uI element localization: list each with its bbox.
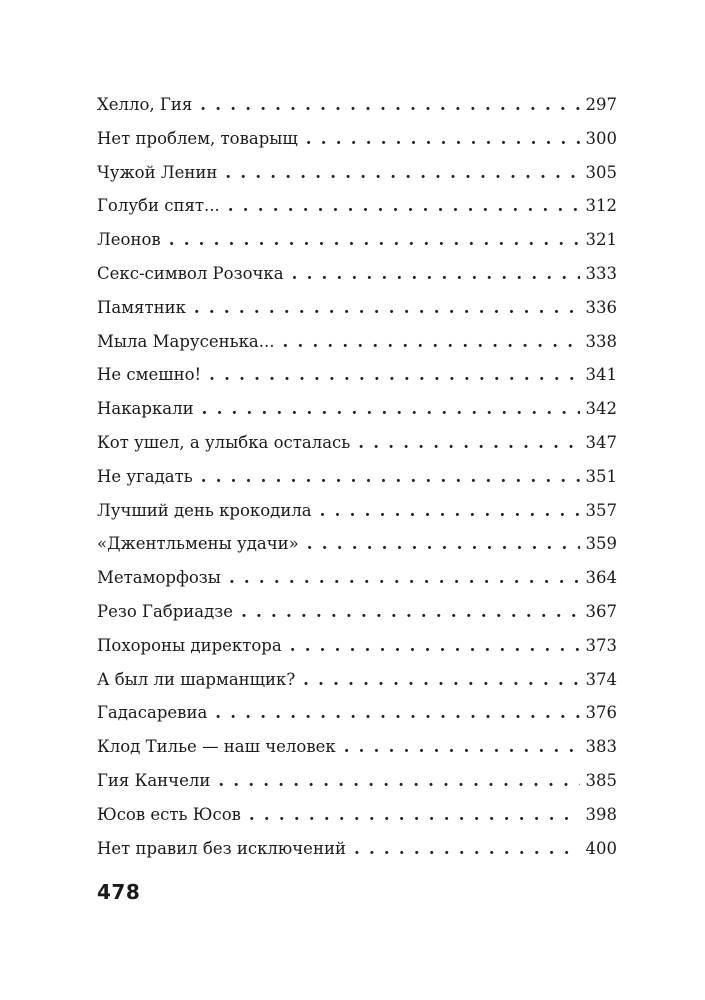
dot-leader	[218, 764, 579, 798]
dot-leader	[201, 460, 580, 494]
toc-entry-page: 373	[585, 635, 617, 655]
toc-entry	[97, 257, 617, 291]
dot-leader	[202, 392, 580, 426]
toc-entry-page: 305	[585, 162, 617, 182]
toc-entry-title: Резо Габриадзе	[97, 601, 234, 621]
toc-entry-title: Чужой Ленин	[97, 162, 218, 182]
toc-entry-title: Клод Тилье — наш человек	[97, 737, 336, 757]
dot-leader	[241, 595, 579, 629]
toc-entry	[97, 122, 617, 156]
toc-entry-title: А был ли шарманщик?	[97, 669, 296, 689]
toc-entry	[97, 494, 617, 528]
toc-entry	[97, 392, 617, 426]
toc-entry-page: 385	[585, 770, 617, 790]
toc-entry-title: Нет правил без исключений	[97, 838, 346, 858]
toc-entry-page: 321	[585, 230, 617, 250]
dot-leader	[306, 122, 580, 156]
toc-entry-title: Памятник	[97, 297, 186, 317]
toc-entry	[97, 696, 617, 730]
toc-entry	[97, 663, 617, 697]
toc-entry-page: 359	[585, 534, 617, 554]
toc-entry	[97, 426, 617, 460]
dot-leader	[354, 832, 580, 866]
toc-entry-page: 297	[585, 95, 617, 114]
dot-leader	[320, 494, 580, 528]
toc-entry-title: Не смешно!	[97, 365, 202, 385]
toc-entry-page: 338	[585, 331, 617, 351]
toc-entry-title: Похороны директора	[97, 635, 282, 655]
dot-leader	[282, 325, 579, 359]
dot-leader	[169, 223, 580, 257]
toc-entry-title: Леонов	[97, 230, 161, 250]
toc-entry	[97, 358, 617, 392]
toc-entry-page: 376	[585, 703, 617, 723]
dot-leader	[200, 88, 579, 122]
toc-entry-title: Нет проблем, товарыщ	[97, 128, 298, 148]
toc-entry-page: 341	[585, 365, 617, 385]
toc-entry	[97, 325, 617, 359]
toc-entry-title: «Джентльмены удачи»	[97, 534, 299, 554]
toc-entry	[97, 223, 617, 257]
page-number: 478	[97, 880, 141, 904]
toc-entry	[97, 527, 617, 561]
toc-entry-page: 342	[585, 399, 617, 419]
toc-entry	[97, 189, 617, 223]
toc-entry-page: 357	[585, 500, 617, 520]
toc-entry-page: 300	[585, 128, 617, 148]
toc-entry-page: 400	[585, 838, 617, 858]
toc-entry	[97, 832, 617, 866]
toc-entry-title: Секс-символ Розочка	[97, 263, 284, 283]
toc-entry-title: Кот ушел, а улыбка осталась	[97, 432, 351, 452]
toc-entry	[97, 88, 617, 122]
toc-entry-title: Гадасаревиа	[97, 703, 208, 723]
dot-leader	[303, 663, 579, 697]
toc-entry	[97, 629, 617, 663]
toc-entry-page: 364	[585, 568, 617, 588]
toc-entry-page: 398	[585, 804, 617, 824]
toc-entry	[97, 561, 617, 595]
dot-leader	[307, 527, 580, 561]
toc-entry-title: Мыла Марусенька...	[97, 331, 275, 351]
toc-entry-title: Хелло, Гия	[97, 95, 193, 114]
toc-entry-page: 347	[585, 432, 617, 452]
toc-entry-page: 333	[585, 263, 617, 283]
toc-entry	[97, 595, 617, 629]
toc-entry	[97, 156, 617, 190]
dot-leader	[229, 561, 580, 595]
dot-leader	[358, 426, 579, 460]
toc-entry-page: 374	[585, 669, 617, 689]
toc-entry-title: Голуби спят...	[97, 196, 220, 216]
toc-entry	[97, 730, 617, 764]
toc-entry-page: 336	[585, 297, 617, 317]
dot-leader	[292, 257, 580, 291]
toc-entry-page: 367	[585, 601, 617, 621]
table-of-contents	[97, 88, 617, 865]
toc-entry-page: 351	[585, 466, 617, 486]
toc-entry-page: 312	[585, 196, 617, 216]
dot-leader	[344, 730, 580, 764]
dot-leader	[194, 291, 580, 325]
dot-leader	[225, 156, 579, 190]
dot-leader	[249, 798, 580, 832]
dot-leader	[209, 358, 579, 392]
toc-entry-title: Лучший день крокодила	[97, 500, 312, 520]
toc-entry-title: Юсов есть Юсов	[97, 804, 241, 824]
toc-entry	[97, 291, 617, 325]
toc-entry-title: Гия Канчели	[97, 770, 211, 790]
toc-entry	[97, 798, 617, 832]
toc-entry	[97, 460, 617, 494]
dot-leader	[215, 696, 579, 730]
dot-leader	[290, 629, 580, 663]
toc-entry-title: Не угадать	[97, 466, 193, 486]
dot-leader	[228, 189, 580, 223]
toc-entry-title: Метаморфозы	[97, 568, 221, 588]
toc-entry-title: Накаркали	[97, 399, 194, 419]
toc-entry-page: 383	[585, 737, 617, 757]
toc-entry	[97, 764, 617, 798]
